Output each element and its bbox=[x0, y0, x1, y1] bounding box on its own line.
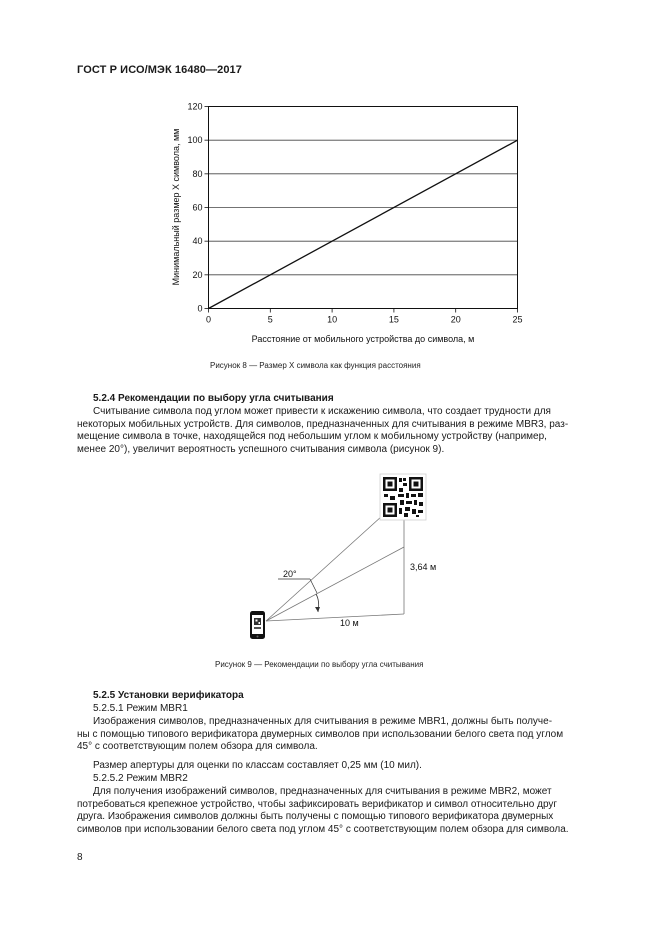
section-5-2-5-1-body bbox=[77, 716, 611, 754]
angle-label: 20° bbox=[283, 569, 297, 579]
section-5-2-5-2-body bbox=[77, 786, 611, 836]
y-tick-label: 60 bbox=[192, 202, 203, 213]
figure-8-caption: Рисунок 8 — Размер X символа как функция расстояния bbox=[210, 361, 421, 370]
x-tick-label: 10 bbox=[327, 314, 338, 325]
section-5-2-5-2-heading: 5.2.5.2 Режим MBR2 bbox=[93, 773, 188, 784]
text-line: Размер апертуры для оценки по классам составляет 0,25 мм (10 мил). bbox=[93, 760, 422, 771]
x-tick-label: 15 bbox=[388, 314, 399, 325]
height-label: 3,64 м bbox=[410, 562, 437, 572]
x-tick-label: 20 bbox=[450, 314, 461, 325]
section-5-2-5-1-heading: 5.2.5.1 Режим MBR1 bbox=[93, 703, 188, 714]
text-line: некоторых мобильных устройств. Для символов, предназначенных для считывания в режиме MBR3, раз- bbox=[77, 418, 569, 430]
series-line bbox=[209, 140, 518, 308]
page-number: 8 bbox=[77, 852, 83, 863]
document-header: ГОСТ Р ИСО/МЭК 16480—2017 bbox=[77, 64, 242, 76]
figure-9-caption: Рисунок 9 — Рекомендации по выбору угла считывания bbox=[215, 660, 424, 669]
x-axis-label: Расстояние от мобильного устройства до символа, м bbox=[251, 334, 475, 344]
qr-symbol bbox=[380, 474, 426, 520]
y-axis-label: Минимальный размер X символа, мм bbox=[171, 128, 181, 286]
y-tick-label: 20 bbox=[192, 269, 203, 280]
figure-9-diagram bbox=[230, 470, 450, 650]
text-line: символов при использовании белого света под углом 45° с соответствующим полем обзора для символа. bbox=[77, 823, 569, 835]
y-tick-label: 0 bbox=[197, 303, 203, 314]
section-5-2-4-title: 5.2.4 Рекомендации по выбору угла считывания bbox=[93, 393, 334, 404]
text-line: менее 20°), увеличит вероятность успешного считывания символа (рисунок 9). bbox=[77, 443, 445, 455]
text-line: 45° с соответствующим полем обзора для символа. bbox=[77, 741, 318, 753]
y-tick-label: 120 bbox=[187, 101, 203, 112]
x-tick-label: 5 bbox=[267, 314, 273, 325]
y-tick-label: 40 bbox=[192, 236, 203, 247]
y-axis-ticks bbox=[187, 102, 208, 314]
angle-arrowhead bbox=[315, 607, 320, 612]
angle-leader-tip bbox=[310, 579, 317, 593]
text-line: Для получения изображений символов, предназначенных для считывания в режиме MBR2, может bbox=[93, 786, 552, 797]
text-line: друга. Изображения символов должны быть получены с помощью типового верификатора двумерных bbox=[77, 811, 554, 823]
chart-gridlines bbox=[209, 140, 518, 275]
figure-8-chart bbox=[150, 96, 550, 356]
y-tick-label: 80 bbox=[192, 168, 203, 179]
text-line: потребоваться крепежное устройство, чтобы зафиксировать верификатор и символ относительно друг bbox=[77, 798, 558, 810]
distance-label: 10 м bbox=[340, 618, 359, 628]
aperture-paragraph bbox=[93, 760, 613, 773]
text-line: ны с помощью типового верификатора двумерных символов при использовании белого света под углом bbox=[77, 728, 564, 740]
y-tick-label: 100 bbox=[187, 135, 203, 146]
mobile-phone-icon bbox=[250, 611, 265, 639]
text-line: Изображения символов, предназначенных для считывания в режиме MBR1, должны быть получе- bbox=[93, 716, 553, 727]
x-tick-label: 25 bbox=[512, 314, 523, 325]
x-tick-label: 0 bbox=[205, 314, 212, 325]
text-line: мещение символа в точке, находящейся под небольшим углом к мобильному устройству (например, bbox=[77, 431, 547, 443]
chart-series bbox=[209, 140, 518, 308]
section-5-2-4-body bbox=[77, 406, 611, 456]
section-5-2-5-title: 5.2.5 Установки верификатора bbox=[93, 690, 244, 701]
sight-line-horizontal bbox=[266, 614, 404, 621]
x-axis-ticks bbox=[206, 309, 523, 325]
text-line: Считывание символа под углом может привести к искажению символа, что создает трудности для bbox=[93, 406, 551, 417]
